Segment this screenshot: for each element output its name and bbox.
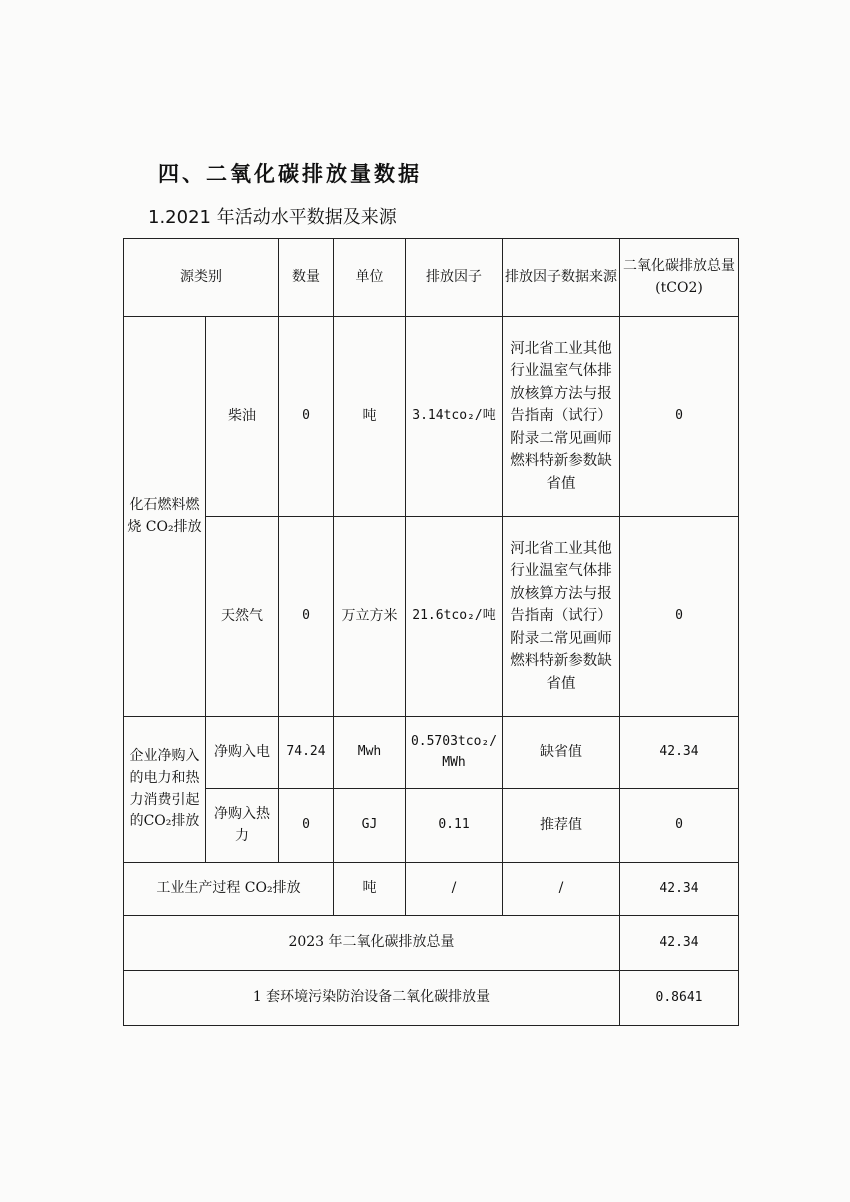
subsection-title: 1.2021 年活动水平数据及来源	[148, 207, 397, 228]
quantity-cell: 74.24	[279, 717, 334, 789]
factor-source-cell: /	[503, 863, 620, 916]
summary-label: 2023 年二氧化碳排放总量	[124, 916, 620, 971]
emissions-table	[123, 238, 739, 1026]
section-title: 四、二氧化碳排放量数据	[158, 162, 422, 186]
unit-cell: Mwh	[334, 717, 406, 789]
factor-cell: 0.5703tco₂/MWh	[406, 717, 503, 789]
purchased-item-heat: 净购入热力	[206, 789, 279, 863]
table-row	[124, 317, 739, 517]
table-row	[124, 517, 739, 717]
factor-cell: 21.6tco₂/吨	[406, 517, 503, 717]
total-cell: 0	[620, 789, 739, 863]
table-row	[124, 717, 739, 789]
header-total: 二氧化碳排放总量(tCO2)	[620, 239, 739, 317]
fossil-item-diesel: 柴油	[206, 317, 279, 517]
header-unit: 单位	[334, 239, 406, 317]
unit-cell: 吨	[334, 317, 406, 517]
quantity-cell: 0	[279, 317, 334, 517]
table-row	[124, 789, 739, 863]
industrial-row	[124, 863, 739, 916]
summary-row	[124, 916, 739, 971]
factor-cell: 0.11	[406, 789, 503, 863]
header-source-type: 源类别	[124, 239, 279, 317]
header-factor: 排放因子	[406, 239, 503, 317]
total-cell: 0	[620, 317, 739, 517]
total-cell: 42.34	[620, 717, 739, 789]
factor-source-cell: 河北省工业其他行业温室气体排放核算方法与报告指南（试行）附录二常见画师燃料特新参数缺省值	[503, 517, 620, 717]
unit-cell: 万立方米	[334, 517, 406, 717]
summary-label: 1 套环境污染防治设备二氧化碳排放量	[124, 971, 620, 1026]
fossil-category: 化石燃料燃烧 CO₂排放	[124, 317, 206, 717]
header-factor-source: 排放因子数据来源	[503, 239, 620, 317]
purchased-item-electricity: 净购入电	[206, 717, 279, 789]
factor-source-cell: 河北省工业其他行业温室气体排放核算方法与报告指南（试行）附录二常见画师燃料特新参数缺省值	[503, 317, 620, 517]
summary-row	[124, 971, 739, 1026]
header-quantity: 数量	[279, 239, 334, 317]
quantity-cell: 0	[279, 789, 334, 863]
quantity-cell: 0	[279, 517, 334, 717]
unit-cell: 吨	[334, 863, 406, 916]
summary-value: 42.34	[620, 916, 739, 971]
factor-cell: /	[406, 863, 503, 916]
factor-cell: 3.14tco₂/吨	[406, 317, 503, 517]
factor-source-cell: 缺省值	[503, 717, 620, 789]
unit-cell: GJ	[334, 789, 406, 863]
total-cell: 42.34	[620, 863, 739, 916]
fossil-item-natural-gas: 天然气	[206, 517, 279, 717]
header-row	[124, 239, 739, 317]
purchased-category: 企业净购入的电力和热力消费引起的CO₂排放	[124, 717, 206, 863]
industrial-label: 工业生产过程 CO₂排放	[124, 863, 334, 916]
total-cell: 0	[620, 517, 739, 717]
summary-value: 0.8641	[620, 971, 739, 1026]
factor-source-cell: 推荐值	[503, 789, 620, 863]
